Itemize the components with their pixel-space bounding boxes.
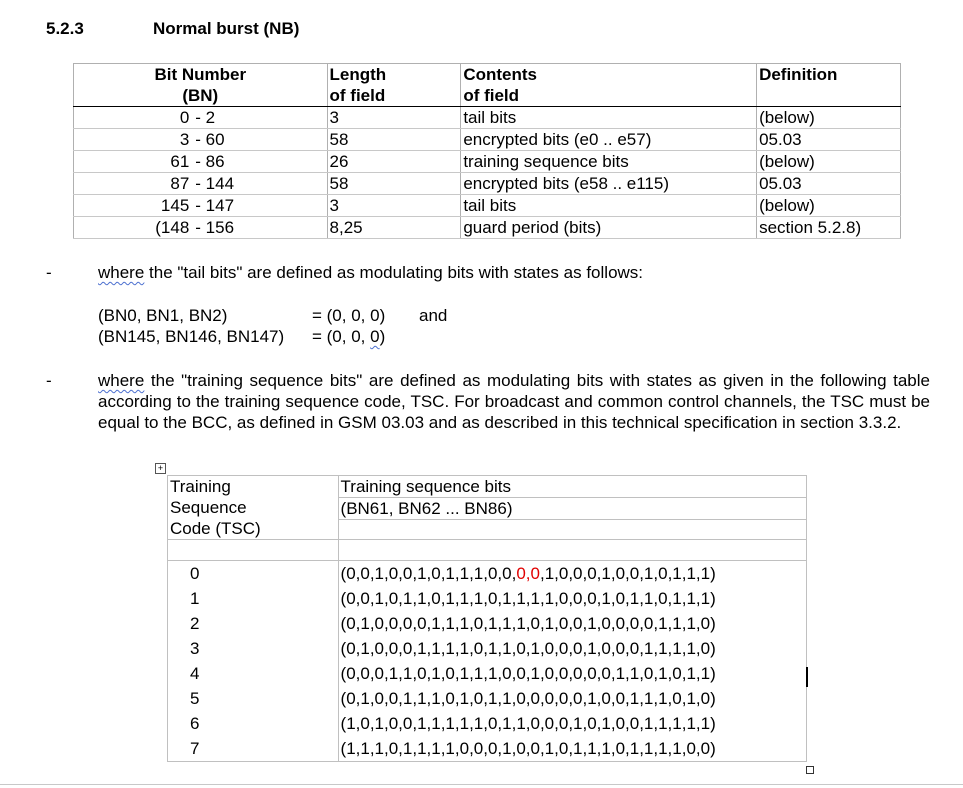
tsc-bits: (0,1,0,0,1,1,1,0,1,0,1,1,0,0,0,0,0,1,0,0,1,1,1,0,1,0) — [338, 686, 806, 711]
tsc-bits — [338, 561, 806, 587]
equation-rhs: = (0, 0, 0) — [312, 306, 386, 325]
field-contents: tail bits — [461, 195, 757, 217]
field-definition: section 5.2.8) — [757, 217, 901, 239]
bn-end: - 147 — [193, 195, 327, 217]
equation-rhs-part: = (0, 0, — [312, 327, 371, 346]
spellcheck-word: where — [98, 263, 145, 282]
field-contents: training sequence bits — [461, 151, 757, 173]
bits-text: (0,0,1,0,0,1,0,1,1,1,0,0, — [340, 564, 517, 583]
table-resize-handle[interactable] — [806, 766, 814, 774]
bn-end: - 2 — [193, 107, 327, 129]
table-header-row — [74, 64, 901, 86]
table-spacer-row — [168, 540, 807, 561]
tsc-bits: (0,0,0,1,1,0,1,0,1,1,1,0,0,1,0,0,0,0,0,1,1,0,1,0,1,1) — [338, 661, 806, 686]
paragraph-text: the "tail bits" are defined as modulating bits with states as follows: — [144, 263, 644, 282]
header-length-sub: of field — [327, 85, 461, 107]
field-definition: (below) — [757, 151, 901, 173]
bn-start: 61 — [74, 151, 194, 173]
table-row — [74, 129, 901, 151]
tsc-code: 3 — [168, 636, 339, 661]
equation-line — [98, 326, 386, 347]
equation-line — [98, 305, 448, 326]
tsc-code: 4 — [168, 661, 339, 686]
field-definition: (below) — [757, 107, 901, 129]
header-definition: Definition — [757, 64, 901, 86]
header-bit-number-sub: (BN) — [74, 85, 328, 107]
table-row — [74, 173, 901, 195]
bn-end: - 60 — [193, 129, 327, 151]
bit-number-table — [73, 63, 901, 239]
bn-start: 145 — [74, 195, 194, 217]
bullet-dash: - — [46, 263, 52, 282]
bn-end: - 144 — [193, 173, 327, 195]
bits-highlight: 0,0 — [516, 564, 540, 583]
field-contents: tail bits — [461, 107, 757, 129]
tsc-code: 6 — [168, 711, 339, 736]
bn-end: - 86 — [193, 151, 327, 173]
field-length: 58 — [327, 173, 461, 195]
table-header-row — [168, 476, 807, 540]
tsc-code: 2 — [168, 611, 339, 636]
field-length: 8,25 — [327, 217, 461, 239]
tsc-code: 0 — [168, 561, 339, 587]
header-contents: Contents — [461, 64, 757, 86]
header-tsc — [168, 476, 339, 540]
bits-text: ,1,0,0,0,1,0,0,1,0,1,1,1) — [539, 564, 716, 583]
field-length: 58 — [327, 129, 461, 151]
table-row — [168, 686, 807, 711]
paragraph-text: the "training sequence bits" are defined as modulating bits with states as given in the following table according to the training sequence code, TSC. For broadcast and common control channels, the TSC must be equal to the BCC, as defined in GSM 03.03 and as described in this technical specification in section 3.3.2. — [98, 371, 930, 432]
table-row — [74, 107, 901, 129]
header-line: (BN61, BN62 ... BN86) — [339, 498, 806, 520]
header-length: Length — [327, 64, 461, 86]
tsc-bits: (1,1,1,0,1,1,1,1,0,0,0,1,0,0,1,0,1,1,1,0,1,1,1,1,0,0) — [338, 736, 806, 762]
field-definition: 05.03 — [757, 129, 901, 151]
tsc-bits: (1,0,1,0,0,1,1,1,1,1,0,1,1,0,0,0,1,0,1,0,0,1,1,1,1,1) — [338, 711, 806, 736]
tsc-bits: (0,1,0,0,0,0,1,1,1,0,1,1,1,0,1,0,0,1,0,0,0,0,1,1,1,0) — [338, 611, 806, 636]
table-row — [74, 151, 901, 173]
tail-bits-paragraph — [98, 262, 930, 283]
bn-end: - 156 — [193, 217, 327, 239]
field-length: 3 — [327, 107, 461, 129]
field-contents: guard period (bits) — [461, 217, 757, 239]
table-row — [74, 195, 901, 217]
header-line: Code (TSC) — [170, 519, 261, 538]
header-bits — [338, 476, 806, 540]
table-row — [168, 661, 807, 686]
spellcheck-word: 0 — [370, 327, 380, 346]
table-row — [168, 561, 807, 587]
spellcheck-word: where — [98, 371, 145, 390]
equation-lhs: (BN145, BN146, BN147) — [98, 327, 285, 346]
field-definition: 05.03 — [757, 173, 901, 195]
tsc-bits: (0,1,0,0,0,1,1,1,1,0,1,1,0,1,0,0,0,1,0,0,0,1,1,1,1,0) — [338, 636, 806, 661]
equation-rhs-part: ) — [379, 327, 386, 346]
bn-start: 87 — [74, 173, 194, 195]
table-row — [168, 611, 807, 636]
field-contents: encrypted bits (e58 .. e115) — [461, 173, 757, 195]
bn-start: 3 — [74, 129, 194, 151]
field-definition: (below) — [757, 195, 901, 217]
tsc-code: 7 — [168, 736, 339, 762]
header-line: Sequence — [170, 498, 247, 517]
bn-start: 0 — [74, 107, 194, 129]
equation-rhs — [312, 326, 385, 347]
table-row — [168, 636, 807, 661]
section-heading — [46, 18, 300, 39]
page-bottom-edge — [0, 784, 963, 785]
table-row — [168, 736, 807, 762]
table-row — [74, 217, 901, 239]
bn-start: (148 — [74, 217, 194, 239]
field-length: 3 — [327, 195, 461, 217]
section-number: 5.2.3 — [46, 19, 84, 38]
tsc-code: 1 — [168, 586, 339, 611]
table-row — [168, 711, 807, 736]
text-cursor — [806, 667, 808, 687]
table-header-row — [74, 85, 901, 107]
header-line: Training sequence bits — [339, 476, 806, 498]
field-contents: encrypted bits (e0 .. e57) — [461, 129, 757, 151]
table-move-handle-icon[interactable]: + — [155, 463, 166, 474]
header-bit-number: Bit Number — [74, 64, 328, 86]
tsc-bits: (0,0,1,0,1,1,0,1,1,1,0,1,1,1,1,0,0,0,1,0,1,1,0,1,1,1) — [338, 586, 806, 611]
equation-lhs: (BN0, BN1, BN2) — [98, 306, 228, 325]
training-sequence-paragraph — [98, 370, 930, 433]
tsc-code: 5 — [168, 686, 339, 711]
header-contents-sub: of field — [461, 85, 757, 107]
equation-and: and — [419, 306, 448, 325]
bullet-dash: - — [46, 371, 52, 390]
header-line: Training — [170, 477, 231, 496]
field-length: 26 — [327, 151, 461, 173]
section-title: Normal burst (NB) — [153, 19, 300, 38]
header-definition-sub — [757, 85, 901, 107]
table-row — [168, 586, 807, 611]
training-sequence-table — [167, 475, 807, 762]
